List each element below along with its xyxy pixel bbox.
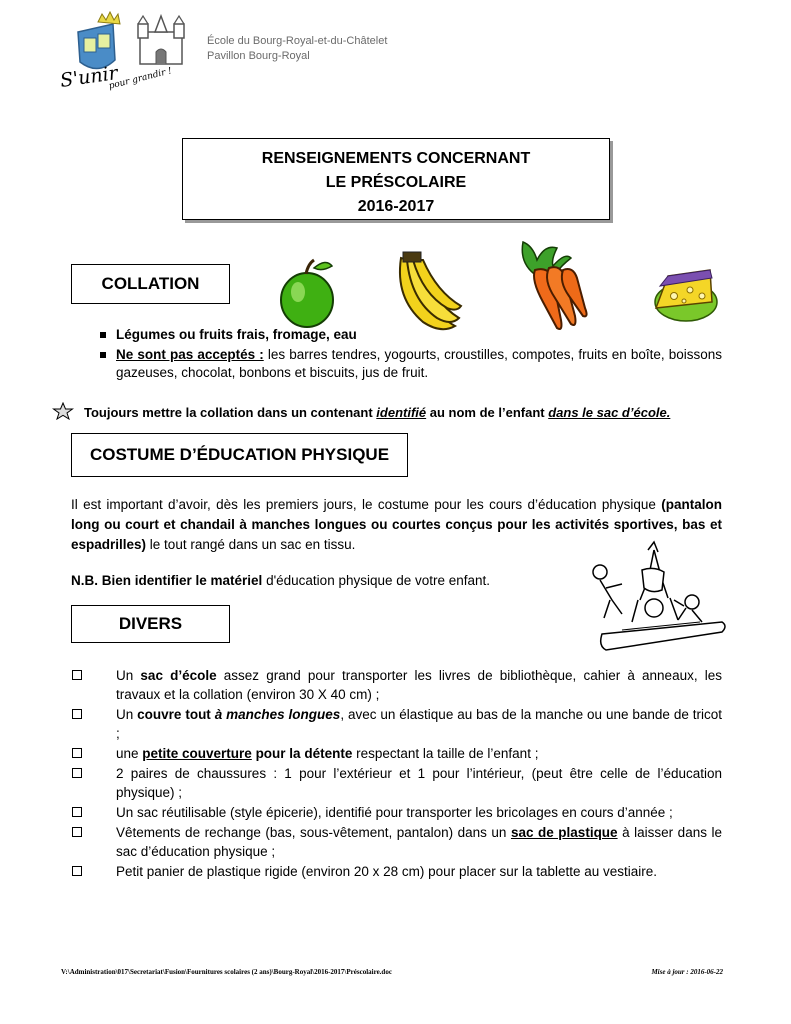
title-line-1: RENSEIGNEMENTS CONCERNANT (261, 150, 531, 167)
costume-nb: N.B. Bien identifier le matériel d'éducation physique de votre enfant. (71, 573, 491, 588)
collation-note: Toujours mettre la collation dans un contenant identifié au nom de l’enfant dans le sac d’école. (52, 402, 732, 422)
carrots-icon (513, 240, 591, 336)
checkbox-icon (72, 866, 82, 876)
apple-icon (270, 248, 345, 338)
bananas-icon (393, 248, 463, 338)
pavilion-name: Pavillon Bourg-Royal (207, 50, 310, 62)
school-name: École du Bourg-Royal-et-du-Châtelet (207, 35, 388, 47)
checkbox-icon (72, 670, 82, 680)
page-title (182, 138, 610, 220)
list-item: Légumes ou fruits frais, fromage, eau (100, 326, 722, 344)
list-item: Un sac réutilisable (style épicerie), identifié pour transporter les bricolages en cours d’année ; (71, 803, 722, 822)
checkbox-icon (72, 768, 82, 778)
list-item: Ne sont pas acceptés : les barres tendres, yogourts, croustilles, compotes, fruits en boîte, boissons gazeuses, chocolat, bonbons et biscuits, jus de fruit. (100, 346, 722, 382)
list-item: une petite couverture pour la détente respectant la taille de l’enfant ; (71, 744, 722, 763)
school-header (207, 34, 387, 64)
title-line-2: LE PRÉSCOLAIRE (325, 174, 467, 191)
costume-heading: COSTUME D’ÉDUCATION PHYSIQUE (71, 433, 408, 477)
collation-heading: COLLATION (71, 264, 230, 304)
bullet-icon (100, 352, 106, 358)
list-item: 2 paires de chaussures : 1 pour l’extérieur et 1 pour l’intérieur, (peut être celle de l’éducation physique) ; (71, 764, 722, 802)
checkbox-icon (72, 827, 82, 837)
list-item: Un sac d’école assez grand pour transporter les livres de bibliothèque, cahier à anneaux, les travaux et la collation (environ 30 X 40 cm) ; (71, 666, 722, 704)
list-item: Vêtements de rechange (bas, sous-vêtement, pantalon) dans un sac de plastique à laisser dans le sac d’éducation physique ; (71, 823, 722, 861)
checkbox-icon (72, 748, 82, 758)
list-item: Un couvre tout à manches longues, avec un élastique au bas de la manche ou une bande de tricot ; (71, 705, 722, 743)
school-logo (58, 10, 198, 95)
star-icon (52, 402, 74, 420)
divers-list (71, 666, 722, 882)
list-item: Petit panier de plastique rigide (environ 20 x 28 cm) pour placer sur la tablette au vestiaire. (71, 862, 722, 881)
gym-children-icon (582, 540, 732, 660)
collation-list (100, 326, 722, 384)
divers-heading: DIVERS (71, 605, 230, 643)
title-line-3: 2016-2017 (357, 198, 435, 215)
footer-updated: Mise à jour : 2016-06-22 (651, 968, 723, 976)
logo-subtext: pour grandir ! (107, 66, 174, 92)
logo-text: S'unir (58, 62, 120, 92)
checkbox-icon (72, 807, 82, 817)
footer-path: V:\Administration\017\Secretariat\Fusion\Fournitures scolaires (2 ans)\Bourg-Royal\2016-2017\Préscolaire.doc (61, 968, 392, 976)
costume-paragraph: Il est important d’avoir, dès les premiers jours, le costume pour les cours d’éducation physique (pantalon long ou court et chandail à manches longues ou courtes conçus pour les activités sportives, bas et espadrilles) le tout rangé dans un sac en tissu. (71, 497, 722, 552)
cheese-icon (650, 264, 718, 324)
checkbox-icon (72, 709, 82, 719)
bullet-icon (100, 332, 106, 338)
